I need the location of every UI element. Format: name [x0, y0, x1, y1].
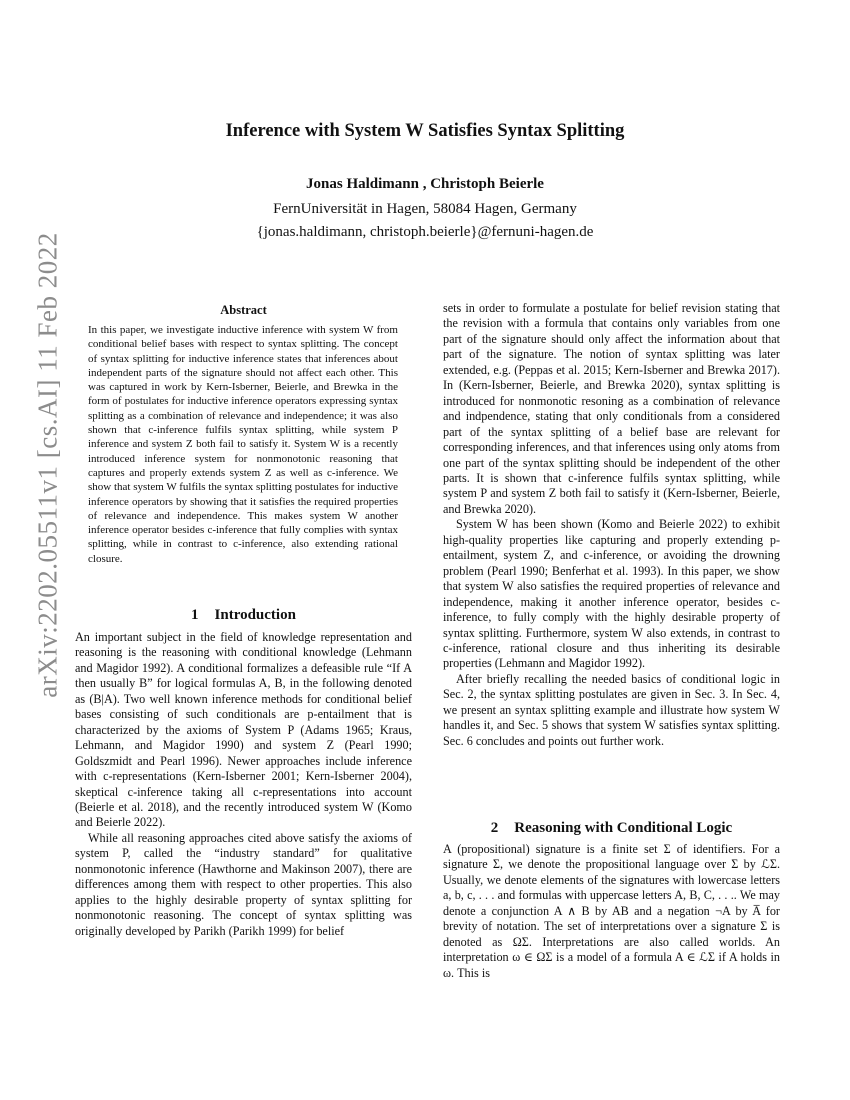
abstract-text	[88, 323, 398, 566]
section-2-number: 2	[490, 820, 499, 836]
intro-paragraph-1: An important subject in the field of knowledge representation and reasoning is the reasoning with conditional knowledge (Lehmann and Magidor 1992). A conditional formalizes a defeasible rule “If A then usually B” for logical formulas A, B, in the following denoted as (B|A). Two well known inference methods for conditional belief bases consisting of such conditionals are p-entailment that is characterized by the axioms of System P (Adams 1965; Kraus, Lehmann, and Magidor 1990) and system Z (Pearl 1990; Goldszmidt and Pearl 1996). Newer approaches include inference with c-representations (Kern-Isberner 2001; Kern-Isberner 2004), skeptical c-inference taking all c-representations into account (Beierle et al. 2018), and the recently introduced system W (Komo and Beierle 2022).	[75, 630, 412, 830]
section-2-title: Reasoning with Conditional Logic	[514, 820, 733, 836]
right-column-body	[443, 301, 780, 749]
right-paragraph-1: sets in order to formulate a postulate for belief revision stating that the revision with a formula that contains only variables from one part of the signature should only affect the information about that part of the signature. The notion of syntax splitting was later extended, e.g. (Peppas et al. 2015; Kern-Isberner and Brewka 2017). In (Kern-Isberner, Beierle, and Brewka 2020), syntax splitting is introduced for nonmonotic resoning as a combination of relevance and indpendence, stating that only conditionals from a considered part of the syntax splitting of a belief base are relevant for corresponding inferences, and that inferences using only atoms from one part of the syntax splitting should be independent of the other parts. It is shown that c-inference fulfils syntax splitting, while system P and system Z both fail to satisfy it (Kern-Isberner, Beierle, and Brewka 2020).	[443, 301, 780, 516]
paper-title: Inference with System W Satisfies Syntax Splitting	[225, 121, 625, 141]
section-2-body	[443, 842, 780, 981]
section-1-number: 1	[191, 607, 199, 623]
abstract-heading: Abstract	[220, 303, 267, 317]
right-paragraph-2: System W has been shown (Komo and Beierle 2022) to exhibit high-quality properties like capturing and properly extending p-entailment, system Z, and c-inference, or avoiding the drowning problem (Pearl 1990; Benferhat et al. 1993). In this paper, we show that system W also satisfies the required properties of relevance and independence, making it another inference operator, besides c-inference, to fully comply with the highly desirable property of syntax splitting. Furthermore, system W also extends, in contrast to c-inference, rational closure and thus inheriting its desirable properties (Lehmann and Magidor 1992).	[443, 517, 780, 671]
paper-email: {jonas.haldimann, christoph.beierle}@fernuni-hagen.de	[256, 224, 594, 240]
right-paragraph-3: After briefly recalling the needed basics of conditional logic in Sec. 2, the syntax splitting postulates are given in Sec. 3. In Sec. 4, we present an syntax splitting example and illustrate how system W handles it, and Sec. 5 shows that system W satisfies syntax splitting. Sec. 6 concludes and points out further work.	[443, 671, 780, 748]
section-2-heading	[443, 820, 780, 837]
paper-authors: Jonas Haldimann , Christoph Beierle	[306, 176, 544, 192]
introduction-body	[75, 630, 412, 939]
section-2-paragraph: A (propositional) signature is a finite set Σ of identifiers. For a signature Σ, we denote the propositional language over Σ by ℒΣ. Usually, we denote elements of the signatures with lowercase letters a, b, c, . . . and formulas with uppercase letters A, B, C, . . .. We may denote a conjunction A ∧ B by AB and a negation ¬A by A̅ for brevity of notation. The set of interpretations over a signature Σ is denoted as ΩΣ. Interpretations are also called worlds. An interpretation ω ∈ ΩΣ is a model of a formula A ∈ ℒΣ if A holds in ω. This is	[443, 842, 780, 980]
intro-paragraph-2: While all reasoning approaches cited above satisfy the axioms of system P, called the “industry standard” for qualitative nonmonotonic inference (Hawthorne and Makinson 2007), there are differences among them with respect to other properties. This also applies to the highly desirable property of syntax splitting for nonmonotonic reasoning. The concept of syntax splitting was originally developed by Parikh (Parikh 1999) for belief	[75, 830, 412, 938]
arxiv-stamp-text: arXiv:2202.05511v1 [cs.AI] 11 Feb 2022	[32, 232, 63, 698]
section-1-title: Introduction	[214, 607, 296, 623]
section-1-heading	[75, 607, 412, 624]
paper-affiliation: FernUniversität in Hagen, 58084 Hagen, Germany	[273, 201, 577, 217]
abstract-paragraph: In this paper, we investigate inductive inference with system W from conditional belief bases with respect to syntax splitting. The concept of syntax splitting for inductive inference states that inferences about independent parts of the signature should not affect each other. This was captured in work by Kern-Isberner, Beierle, and Brewka in the form of postulates for inductive inference operators expressing syntax splitting as a combination of relevance and independence; it was also shown that c-inference fulfils syntax splitting, while system P inference and system Z both fail to satisfy it. System W is a recently introduced inference system for nonmonotonic reasoning that captures and properly extends system Z as well as c-inference. We show that system W fulfils the syntax splitting postulates for inductive inference operators by showing that it satisfies the required properties of relevance and independence. This makes system W another inference operator besides c-inference that fully complies with syntax splitting, while in contrast to c-inference, also extending rational closure.	[88, 324, 399, 565]
arxiv-stamp	[28, 232, 68, 698]
